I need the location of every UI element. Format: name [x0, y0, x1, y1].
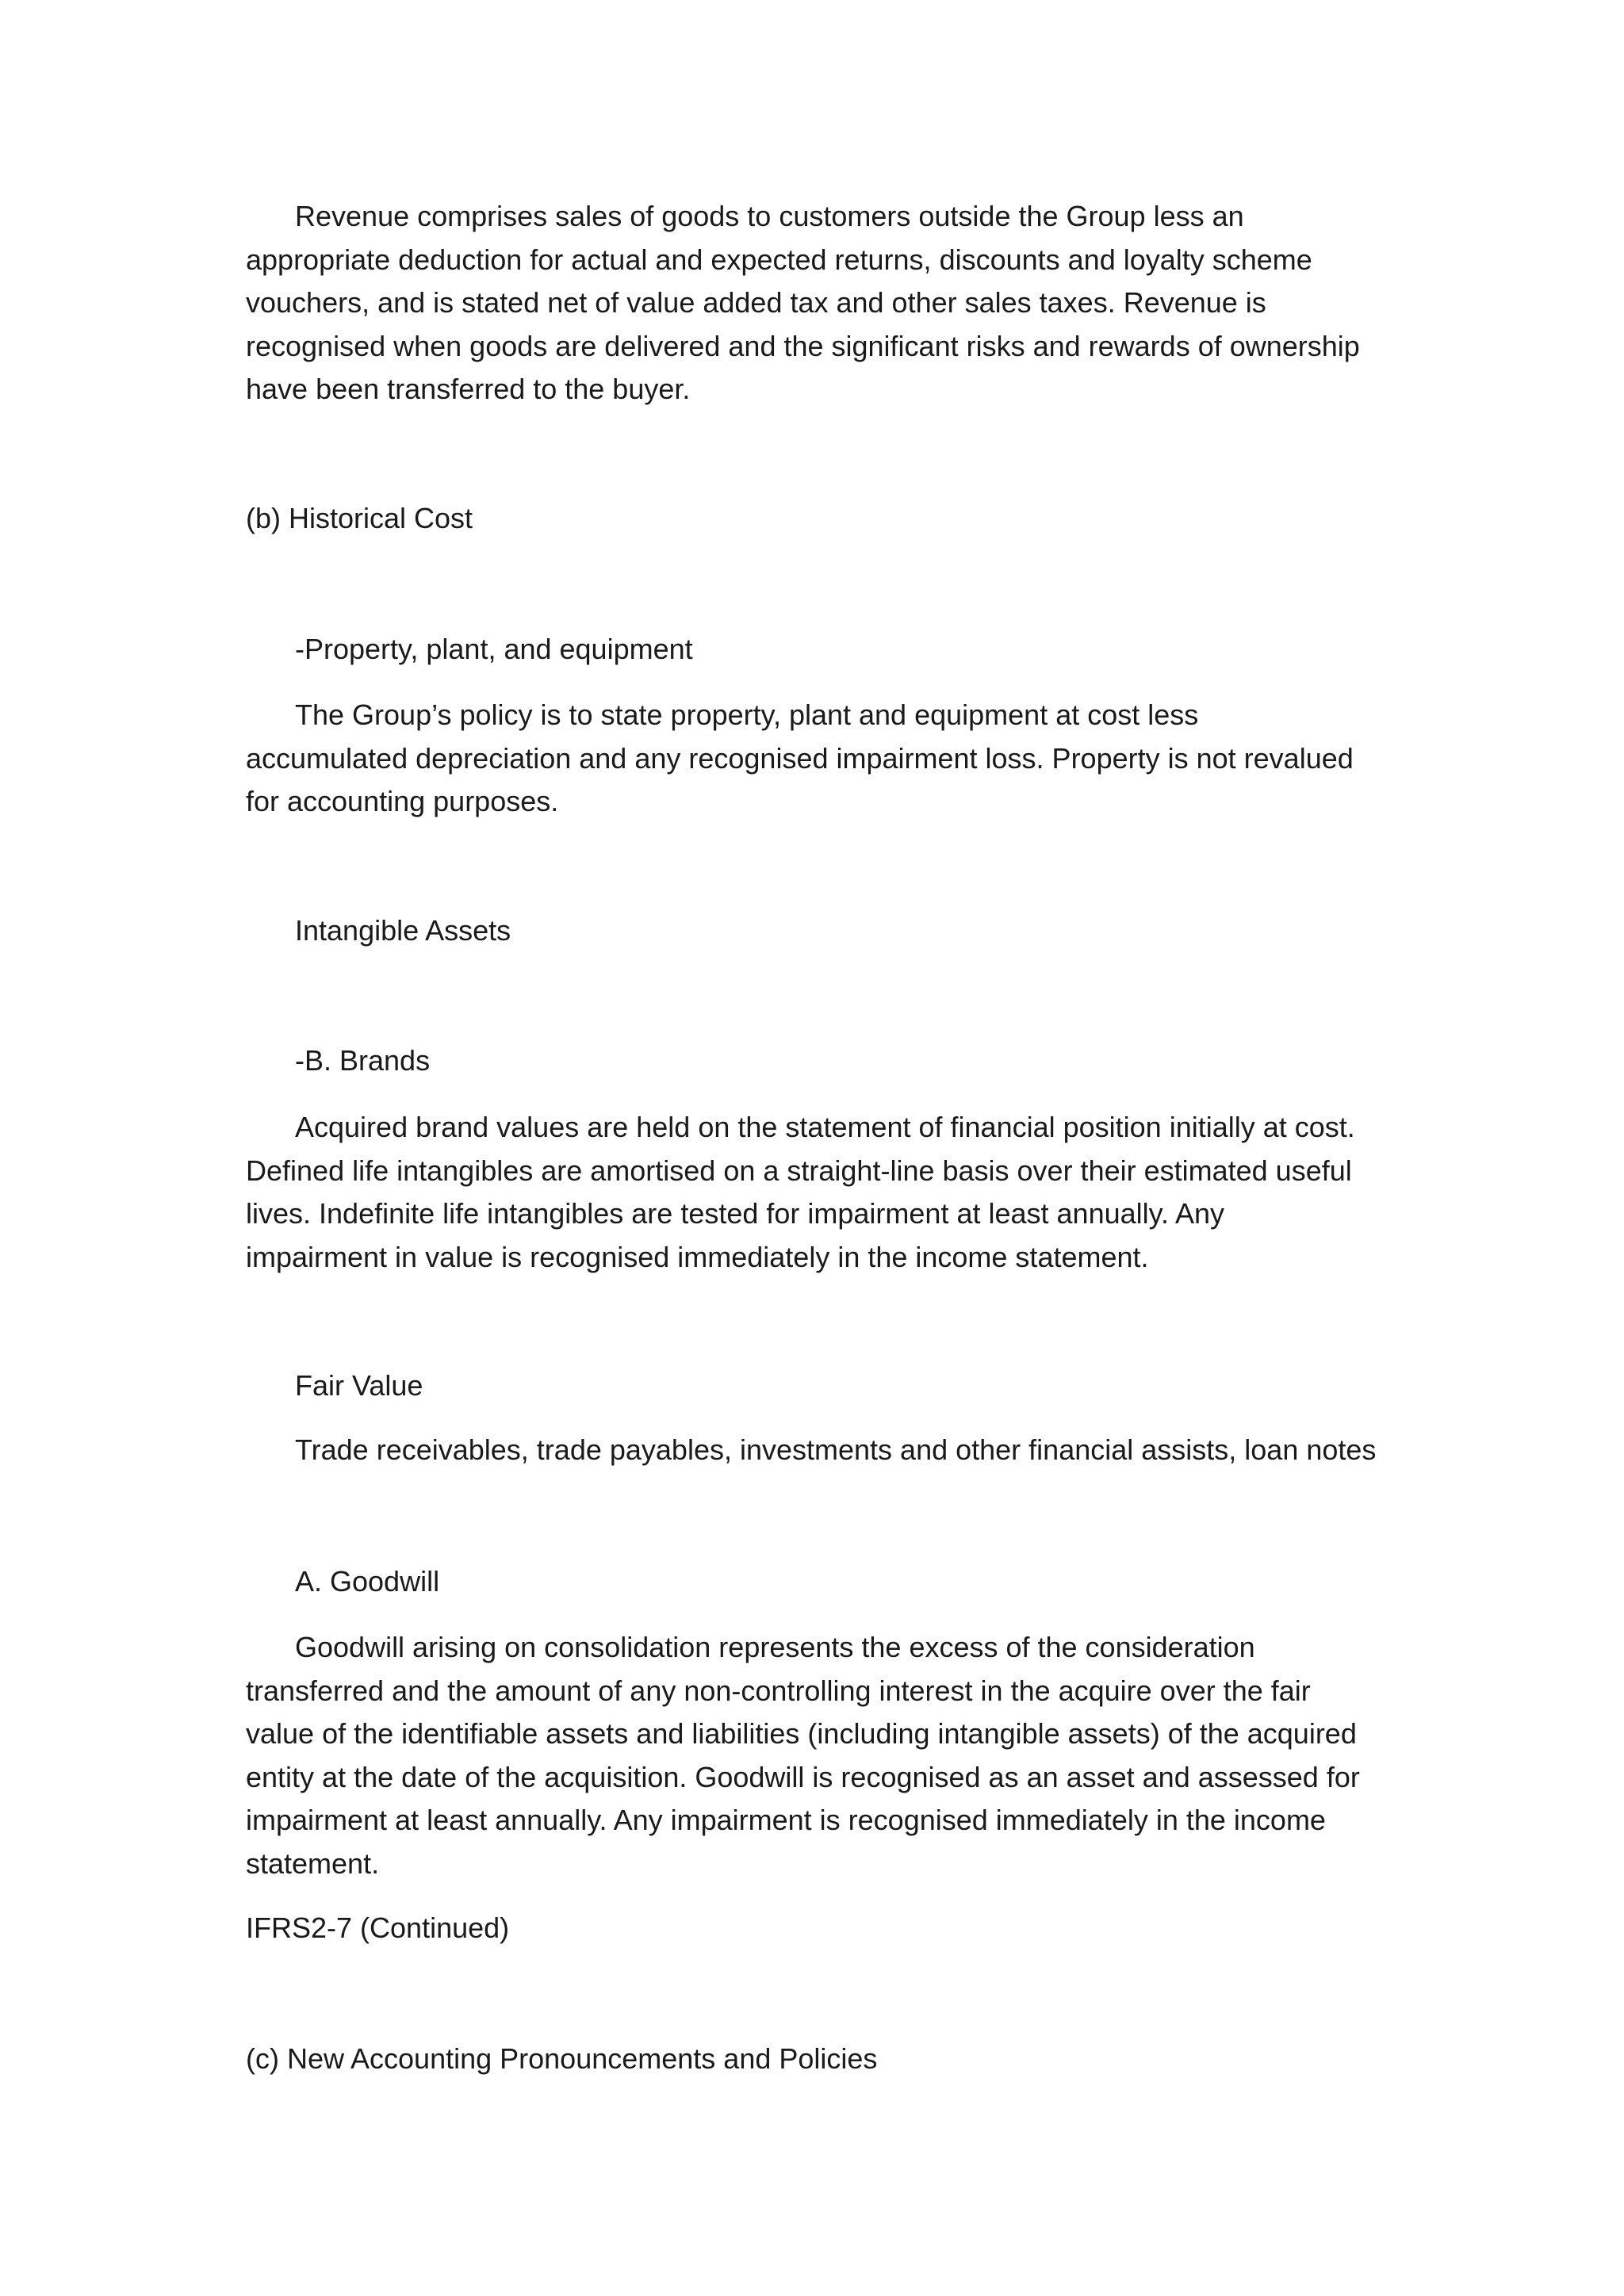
paragraph-line: Goodwill arising on consolidation represents the excess of the consideration [295, 1631, 1255, 1663]
fair-value-text: Trade receivables, trade payables, investments and other financial assists, loan notes [295, 1433, 1377, 1466]
intangible-assets-heading: Intangible Assets [295, 914, 511, 947]
brands-heading: -B. Brands [295, 1044, 431, 1077]
ppe-heading: -Property, plant, and equipment [295, 633, 693, 665]
continued-note: IFRS2-7 (Continued) [246, 1911, 510, 1944]
paragraph-line: Defined life intangibles are amortised on a straight-line basis over their estimated useful [246, 1154, 1352, 1187]
paragraph-line: recognised when goods are delivered and the significant risks and rewards of ownership [246, 329, 1360, 362]
paragraph-line: Revenue comprises sales of goods to customers outside the Group less an [295, 200, 1244, 232]
paragraph-line: statement. [246, 1846, 380, 1880]
paragraph-line: The Group’s policy is to state property, plant and equipment at cost less [295, 698, 1199, 731]
paragraph-line: accumulated depreciation and any recognised impairment loss. Property is not revalued [246, 741, 1354, 775]
paragraph-line: vouchers, and is stated net of value added tax and other sales taxes. Revenue is [246, 286, 1266, 319]
paragraph-line: for accounting purposes. [246, 785, 559, 817]
paragraph-line: lives. Indefinite life intangibles are tested for impairment at least annually. Any [246, 1197, 1225, 1230]
paragraph-line: Acquired brand values are held on the statement of financial position initially at cost. [295, 1111, 1355, 1143]
fair-value-heading: Fair Value [295, 1369, 423, 1402]
paragraph-line: appropriate deduction for actual and expected returns, discounts and loyalty scheme [246, 243, 1312, 276]
paragraph-line: value of the identifiable assets and liabilities (including intangible assets) of the acquired [246, 1717, 1357, 1750]
paragraph-line: transferred and the amount of any non-controlling interest in the acquire over the fair [246, 1674, 1311, 1707]
paragraph-line: have been transferred to the buyer. [246, 373, 691, 405]
brands-paragraph [246, 1106, 1435, 1279]
paragraph-line: impairment in value is recognised immediately in the income statement. [246, 1240, 1149, 1273]
ppe-paragraph [246, 694, 1435, 824]
paragraph-line: impairment at least annually. Any impairment is recognised immediately in the income [246, 1804, 1326, 1836]
goodwill-heading: A. Goodwill [295, 1565, 440, 1598]
goodwill-paragraph [246, 1626, 1435, 1885]
paragraph-line: entity at the date of the acquisition. Goodwill is recognised as an asset and assessed for [246, 1760, 1360, 1793]
section-c-heading: (c) New Accounting Pronouncements and Policies [246, 2042, 878, 2075]
section-b-heading: (b) Historical Cost [246, 502, 473, 534]
revenue-paragraph [246, 195, 1435, 411]
